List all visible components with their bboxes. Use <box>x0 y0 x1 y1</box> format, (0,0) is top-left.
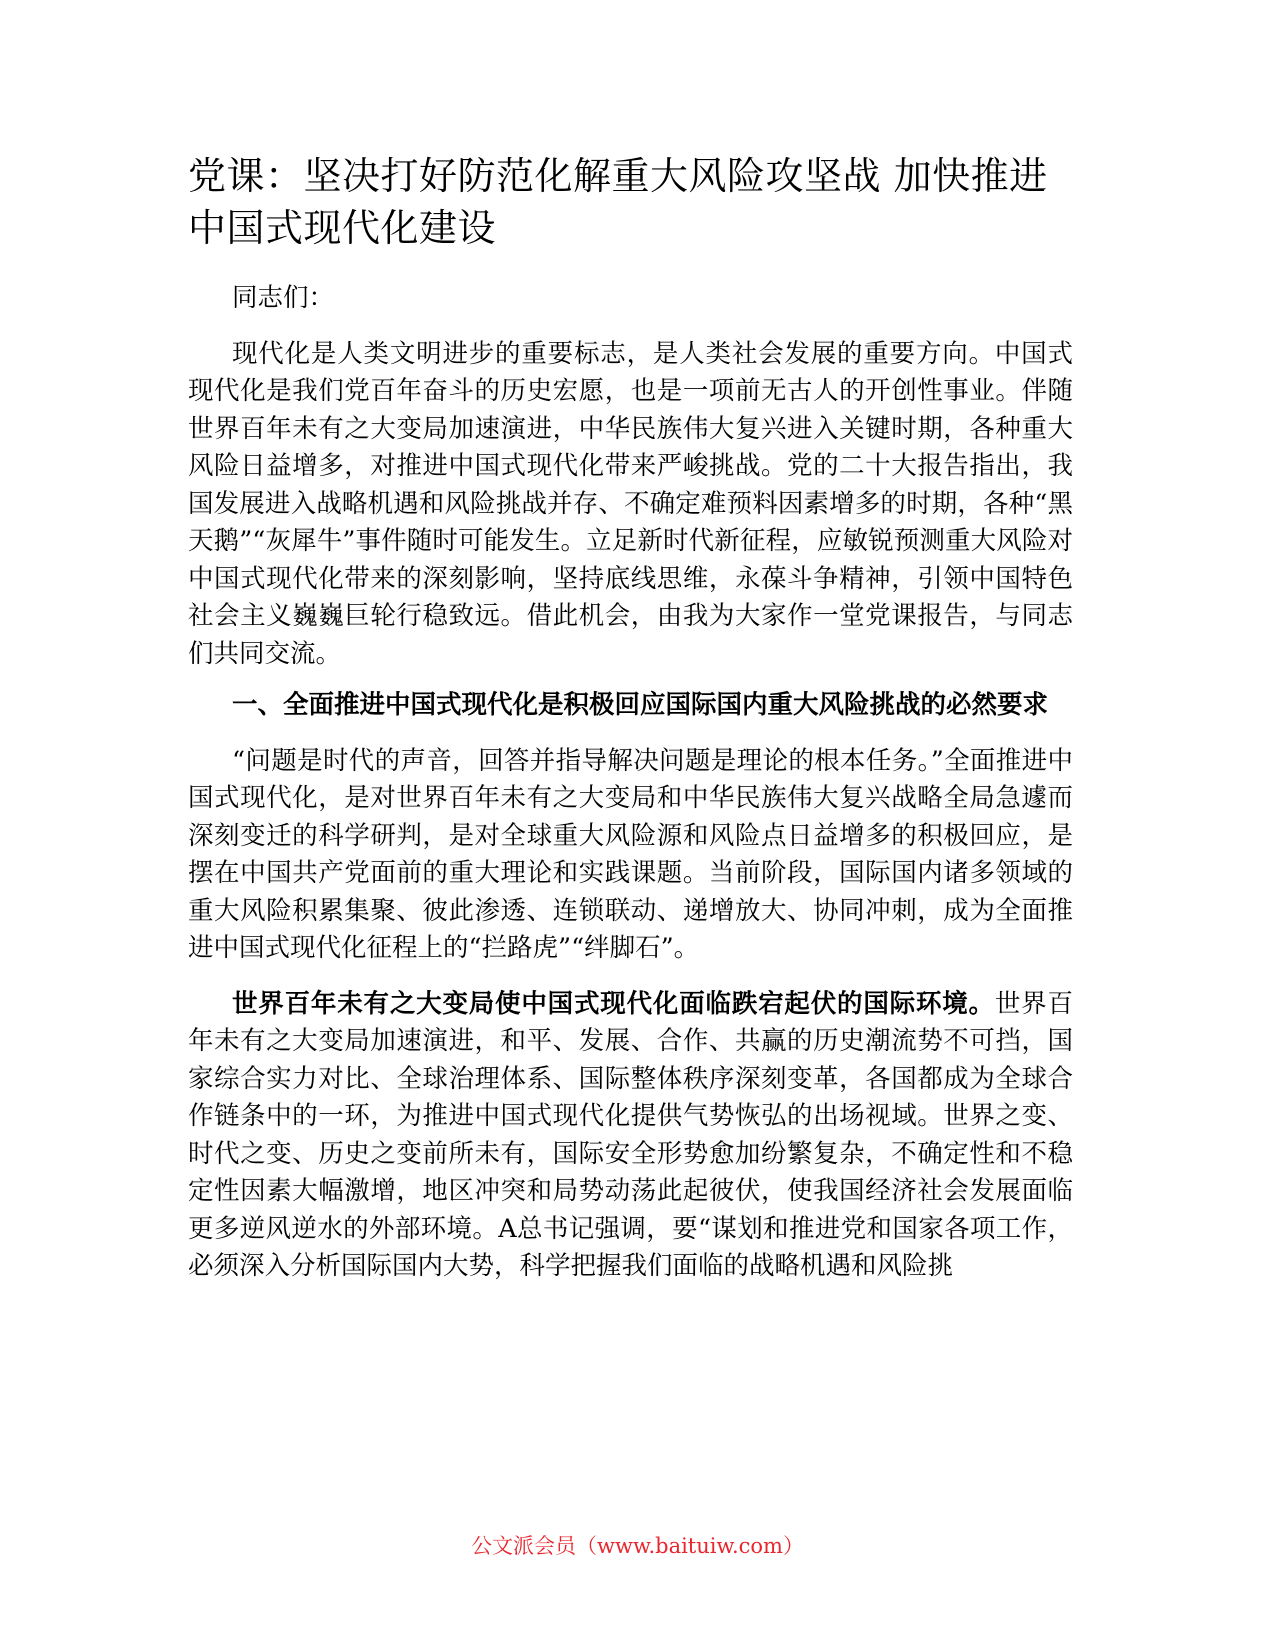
paragraph-body-text: 世界百年未有之大变局加速演进，和平、发展、合作、共赢的历史潮流势不可挡，国家综合实力对比、全球治理体系、国际整体秩序深刻变革，各国都成为全球合作链条中的一环，为推进中国式现代化提供气势恢弘的出场视域。世界之变、时代之变、历史之变前所未有，国际安全形势愈加纷繁复杂，不确定性和不稳定性因素大幅激增，地区冲突和局势动荡此起彼伏，使我国经济社会发展面临更多逆风逆水的外部环境。A总书记强调，要“谋划和推进党和国家各项工作，必须深入分析国际国内大势，科学把握我们面临的战略机遇和风险挑 <box>188 988 1073 1281</box>
paragraph-lead-sentence: 世界百年未有之大变局使中国式现代化面临跌宕起伏的国际环境。 <box>232 988 995 1019</box>
paragraph-section-1: “问题是时代的声音，回答并指导解决问题是理论的根本任务。”全面推进中国式现代化，是对世界百年未有之大变局和中华民族伟大复兴战略全局急遽而深刻变迁的科学研判，是对全球重大风险源和风险点日益增多的积极回应，是摆在中国共产党面前的重大理论和实践课题。当前阶段，国际国内诸多领域的重大风险积累集聚、彼此渗透、连锁联动、递增放大、协同冲刺，成为全面推进中国式现代化征程上的“拦路虎”“绊脚石”。 <box>188 745 1073 963</box>
greeting: 同志们： <box>232 283 335 313</box>
footer-watermark: 公文派会员（www.baituiw.com） <box>471 1534 804 1558</box>
document-body <box>188 150 1073 1286</box>
paragraph-intro: 现代化是人类文明进步的重要标志，是人类社会发展的重要方向。中国式现代化是我们党百年奋斗的历史宏愿，也是一项前无古人的开创性事业。伴随世界百年未有之大变局加速演进，中华民族伟大复兴进入关键时期，各种重大风险日益增多，对推进中国式现代化带来严峻挑战。党的二十大报告指出，我国发展进入战略机遇和风险挑战并存、不确定难预料因素增多的时期，各种“黑天鹅”“灰犀牛”事件随时可能发生。立足新时代新征程，应敏锐预测重大风险对中国式现代化带来的深刻影响，坚持底线思维，永葆斗争精神，引领中国特色社会主义巍巍巨轮行稳致远。借此机会，由我为大家作一堂党课报告，与同志们共同交流。 <box>188 338 1073 669</box>
paragraph-international-environment <box>188 986 1073 1286</box>
section-heading-1: 一、全面推进中国式现代化是积极回应国际国内重大风险挑战的必然要求 <box>232 690 1049 720</box>
document-title: 党课：坚决打好防范化解重大风险攻坚战 加快推进中国式现代化建设 <box>188 154 1048 250</box>
